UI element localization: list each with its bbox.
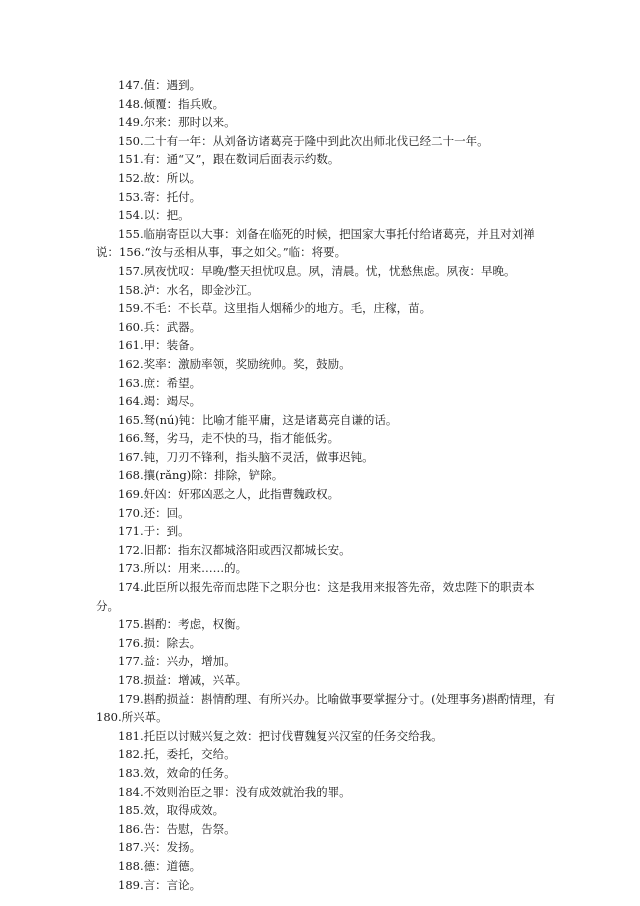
annotation-item: 188.德：道德。 — [118, 858, 202, 873]
annotation-item: 151.有：通“又”，跟在数词后面表示约数。 — [118, 152, 340, 167]
annotation-item: 150.二十有一年：从刘备访诸葛亮于隆中到此次出师北伐已经二十一年。 — [118, 133, 489, 148]
annotation-item: 160.兵：武器。 — [118, 319, 202, 334]
annotation-item: 162.奖率：激励率领，奖励统帅。奖，鼓励。 — [118, 356, 351, 371]
annotation-item: 166.驽，劣马，走不快的马，指才能低劣。 — [118, 431, 340, 446]
annotation-item: 165.驽(nú)钝：比喻才能平庸，这是诸葛亮自谦的话。 — [118, 412, 398, 427]
annotation-item: 148.倾覆：指兵败。 — [118, 96, 225, 111]
annotation-item: 183.效，效命的任务。 — [118, 765, 236, 780]
annotation-item: 187.兴：发扬。 — [118, 840, 202, 855]
annotation-item: 186.告：告慰，告祭。 — [118, 821, 236, 836]
annotation-item: 167.钝，刀刃不锋利，指头脑不灵活，做事迟钝。 — [118, 449, 374, 464]
annotation-item: 182.托，委托，交给。 — [118, 747, 236, 762]
annotation-item: 164.竭：竭尽。 — [118, 394, 202, 409]
annotation-item: 174.此臣所以报先帝而忠陛下之职分也：这是我用来报答先帝，效忠陛下的职责本分。 — [96, 580, 535, 613]
annotation-list — [96, 76, 556, 894]
annotation-item: 171.于：到。 — [118, 524, 190, 539]
annotation-item: 170.还：回。 — [118, 505, 190, 520]
annotation-item: 153.寄：托付。 — [118, 189, 202, 204]
annotation-item: 177.益：兴办，增加。 — [118, 654, 236, 669]
annotation-item: 154.以：把。 — [118, 208, 190, 223]
annotation-item: 158.泸：水名，即金沙江。 — [118, 282, 259, 297]
annotation-item: 189.言：言论。 — [118, 877, 202, 892]
annotation-item: 179.斟酌损益：斟情酌理、有所兴办。比喻做事要掌握分寸。(处理事务)斟酌情理，有180.所兴革。 — [96, 691, 556, 725]
annotation-item: 184.不效则治臣之罪：没有成效就治我的罪。 — [118, 784, 351, 799]
annotation-item: 173.所以：用来……的。 — [118, 561, 248, 576]
annotation-item: 168.攘(rǎng)除：排除，铲除。 — [118, 468, 284, 483]
annotation-item: 152.故：所以。 — [118, 170, 202, 185]
annotation-item: 159.不毛：不长草。这里指人烟稀少的地方。毛，庄稼，苗。 — [118, 301, 432, 316]
annotation-item: 149.尔来：那时以来。 — [118, 115, 236, 130]
annotation-item: 185.效，取得成效。 — [118, 803, 225, 818]
annotation-item: 176.损：除去。 — [118, 635, 202, 650]
annotation-item: 175.斟酌：考虑，权衡。 — [118, 617, 248, 632]
annotation-item: 161.甲：装备。 — [118, 338, 202, 353]
annotation-item: 181.托臣以讨贼兴复之效：把讨伐曹魏复兴汉室的任务交给我。 — [118, 728, 443, 743]
annotation-item: 157.夙夜忧叹：早晚/整天担忧叹息。夙，清晨。忧，忧愁焦虑。夙夜：早晚。 — [118, 263, 516, 278]
annotation-item: 147.值：遇到。 — [118, 78, 202, 92]
annotation-item: 155.临崩寄臣以大事：刘备在临死的时候，把国家大事托付给诸葛亮，并且对刘禅说：156.“汝与丞相从事，事之如父。”临：将要。 — [96, 226, 535, 260]
annotation-item: 163.庶：希望。 — [118, 375, 202, 390]
annotation-item: 169.奸凶：奸邪凶恶之人，此指曹魏政权。 — [118, 487, 340, 502]
annotation-item: 172.旧都：指东汉都城洛阳或西汉都城长安。 — [118, 542, 351, 557]
annotation-item: 178.损益：增减，兴革。 — [118, 673, 248, 687]
